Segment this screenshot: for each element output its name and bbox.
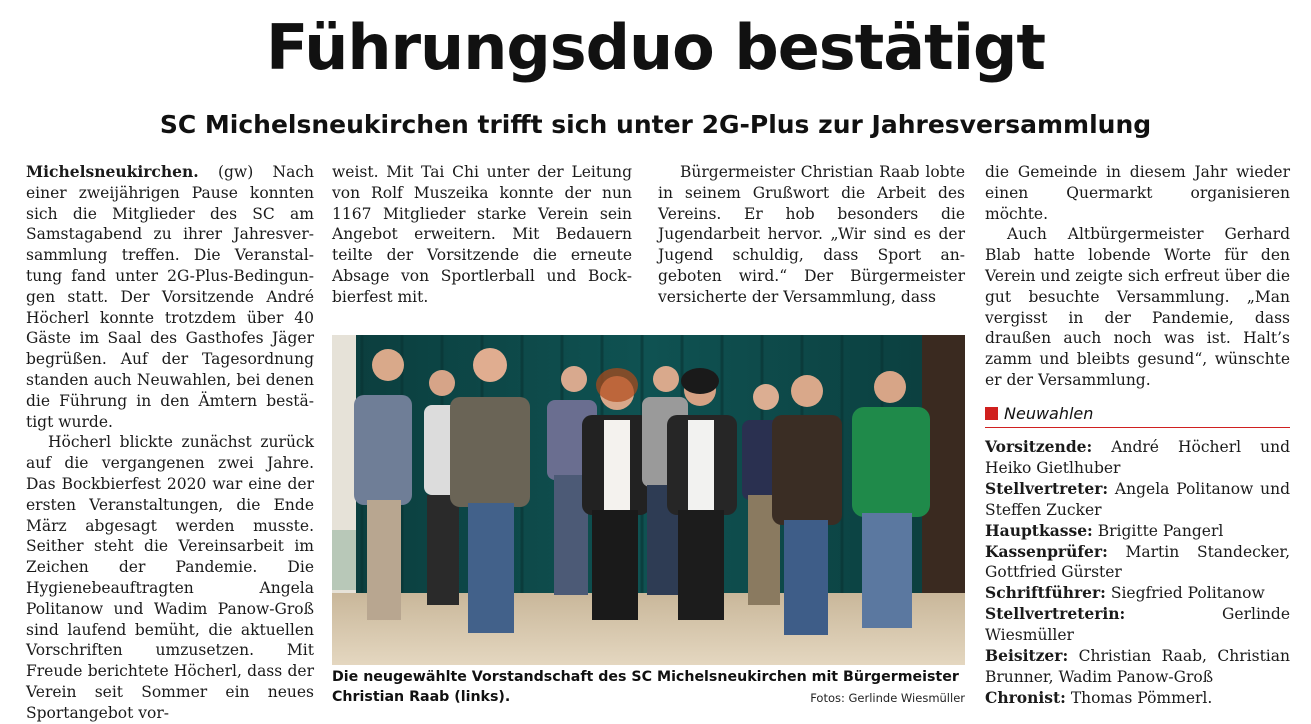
- headline: Führungsduo bestätigt: [265, 11, 1046, 84]
- role-title: Stellvertreter:: [985, 478, 1109, 498]
- paragraph-1: [26, 162, 314, 432]
- neuwahlen-entry: [985, 521, 1290, 542]
- neuwahlen-heading-text: Neuwahlen: [1004, 404, 1094, 423]
- neuwahlen-heading: [985, 403, 1290, 428]
- neuwahlen-entry: [985, 479, 1290, 521]
- role-title: Chronist:: [985, 687, 1066, 707]
- article-column-4: [985, 162, 1290, 391]
- paragraph-2: Höcherl blickte zunächst zurück auf die vergangenen zwei Jahre. Das Bockbierfest 2020 war eine der ersten Veranstaltungen, die Ende März abgesagt werden musste. Seither steht die Vereinsarbeit im Zeichen der Pandemie. Die Hygienebeauftragten Angela Politanow und Wadim Panow-Groß sind laufend bemüht, die aktuellen Vorschriften umzusetzen. Mit Freude berichtete Höcherl, dass der Verein seit Sommer ein neues Sportangebot vor-: [26, 433, 314, 722]
- role-names: Martin Standecker, Gottfried Gürster: [985, 542, 1290, 582]
- role-names: Brigitte Pangerl: [1092, 521, 1224, 540]
- neuwahlen-list: [985, 437, 1290, 709]
- paragraph-3: Bürgermeister Christian Raab lobte in seinem Grußwort die Arbeit des Vereins. Er hob besonders die Jugendarbeit hervor. „Wir sind es der Jugend schuldig, dass Sport angeboten wird.“ Der Bürgermeister versicherte der Versammlung, dass: [658, 163, 965, 306]
- paragraph-3-continued: die Gemeinde in diesem Jahr wieder einen Quermarkt organisieren möchte.: [985, 163, 1290, 223]
- photo-credit: Fotos: Gerlinde Wiesmüller: [810, 690, 965, 705]
- neuwahlen-entry: [985, 688, 1290, 709]
- photo-caption: [332, 668, 965, 707]
- paragraph-4: Auch Altbürgermeister Gerhard Blab hatte lobende Worte für den Verein und zeigte sich erfreut über die gut besuchte Versammlung. „Man vergisst in der Pandemie, dass draußen auch noch was ist. Halt’s zamm und bleibts gesund“, wünschte er der Versammlung.: [985, 225, 1290, 389]
- neuwahlen-entry: [985, 583, 1290, 604]
- neuwahlen-entry: [985, 542, 1290, 584]
- role-title: Vorsitzende:: [985, 437, 1093, 456]
- neuwahlen-entry: [985, 646, 1290, 688]
- role-title: Schriftführer:: [985, 583, 1106, 603]
- group-photo: [332, 335, 965, 665]
- neuwahlen-entry: [985, 437, 1290, 479]
- role-title: Stellvertreterin:: [985, 604, 1126, 624]
- article-column-2: [332, 162, 632, 308]
- role-names: Siegfried Politanow: [1105, 584, 1265, 603]
- paragraph-2-continued: weist. Mit Tai Chi unter der Leitung von Rolf Muszeika konnte der nun 1167 Mitglieder starke Verein sein Angebot erweitern. Mit Bedauern teilte der Vorsitzende die erneute Absage von Sportlerball und Bockbierfest mit.: [332, 163, 632, 306]
- group-photo-illustration: [332, 335, 965, 665]
- role-names: Thomas Pömmerl.: [1065, 688, 1213, 707]
- role-names: Christian Raab, Christian Brunner, Wadim Panow-Groß: [985, 647, 1290, 686]
- subheadline: SC Michelsneukirchen trifft sich unter 2G-Plus zur Jahresversammlung: [159, 110, 1152, 139]
- paragraph-1-text: (gw) Nach einer zweijährigen Pause konnten sich die Mitglieder des SC am Samstagabend zu ihrer Jahresversammlung treffen. Die Veranstaltung fand unter 2G-Plus-Bedingungen statt. Der Vorsitzende André Höcherl konnte trotzdem über 40 Gäste im Saal des Gasthofes Jäger begrüßen. Auf der Tagesordnung standen auch Neuwahlen, bei denen die Führung in den Ämtern bestätigt wurde.: [26, 163, 314, 431]
- role-names: Angela Politanow und Steffen Zucker: [985, 479, 1290, 519]
- red-square-icon: [985, 407, 998, 420]
- article-column-3: [658, 162, 965, 308]
- role-names: Gerlinde Wiesmüller: [985, 605, 1290, 645]
- role-title: Hauptkasse:: [985, 520, 1093, 540]
- role-names: André Höcherl und Heiko Gietlhuber: [985, 438, 1290, 477]
- neuwahlen-entry: [985, 604, 1290, 646]
- article-column-1: [26, 162, 314, 724]
- dateline: Michelsneukirchen.: [26, 162, 199, 181]
- photo-caption-text: Die neugewählte Vorstandschaft des SC Michelsneukirchen mit Bürgermeister Christian Raab (links).: [332, 669, 959, 705]
- role-title: Beisitzer:: [985, 646, 1069, 666]
- role-title: Kassenprüfer:: [985, 541, 1108, 561]
